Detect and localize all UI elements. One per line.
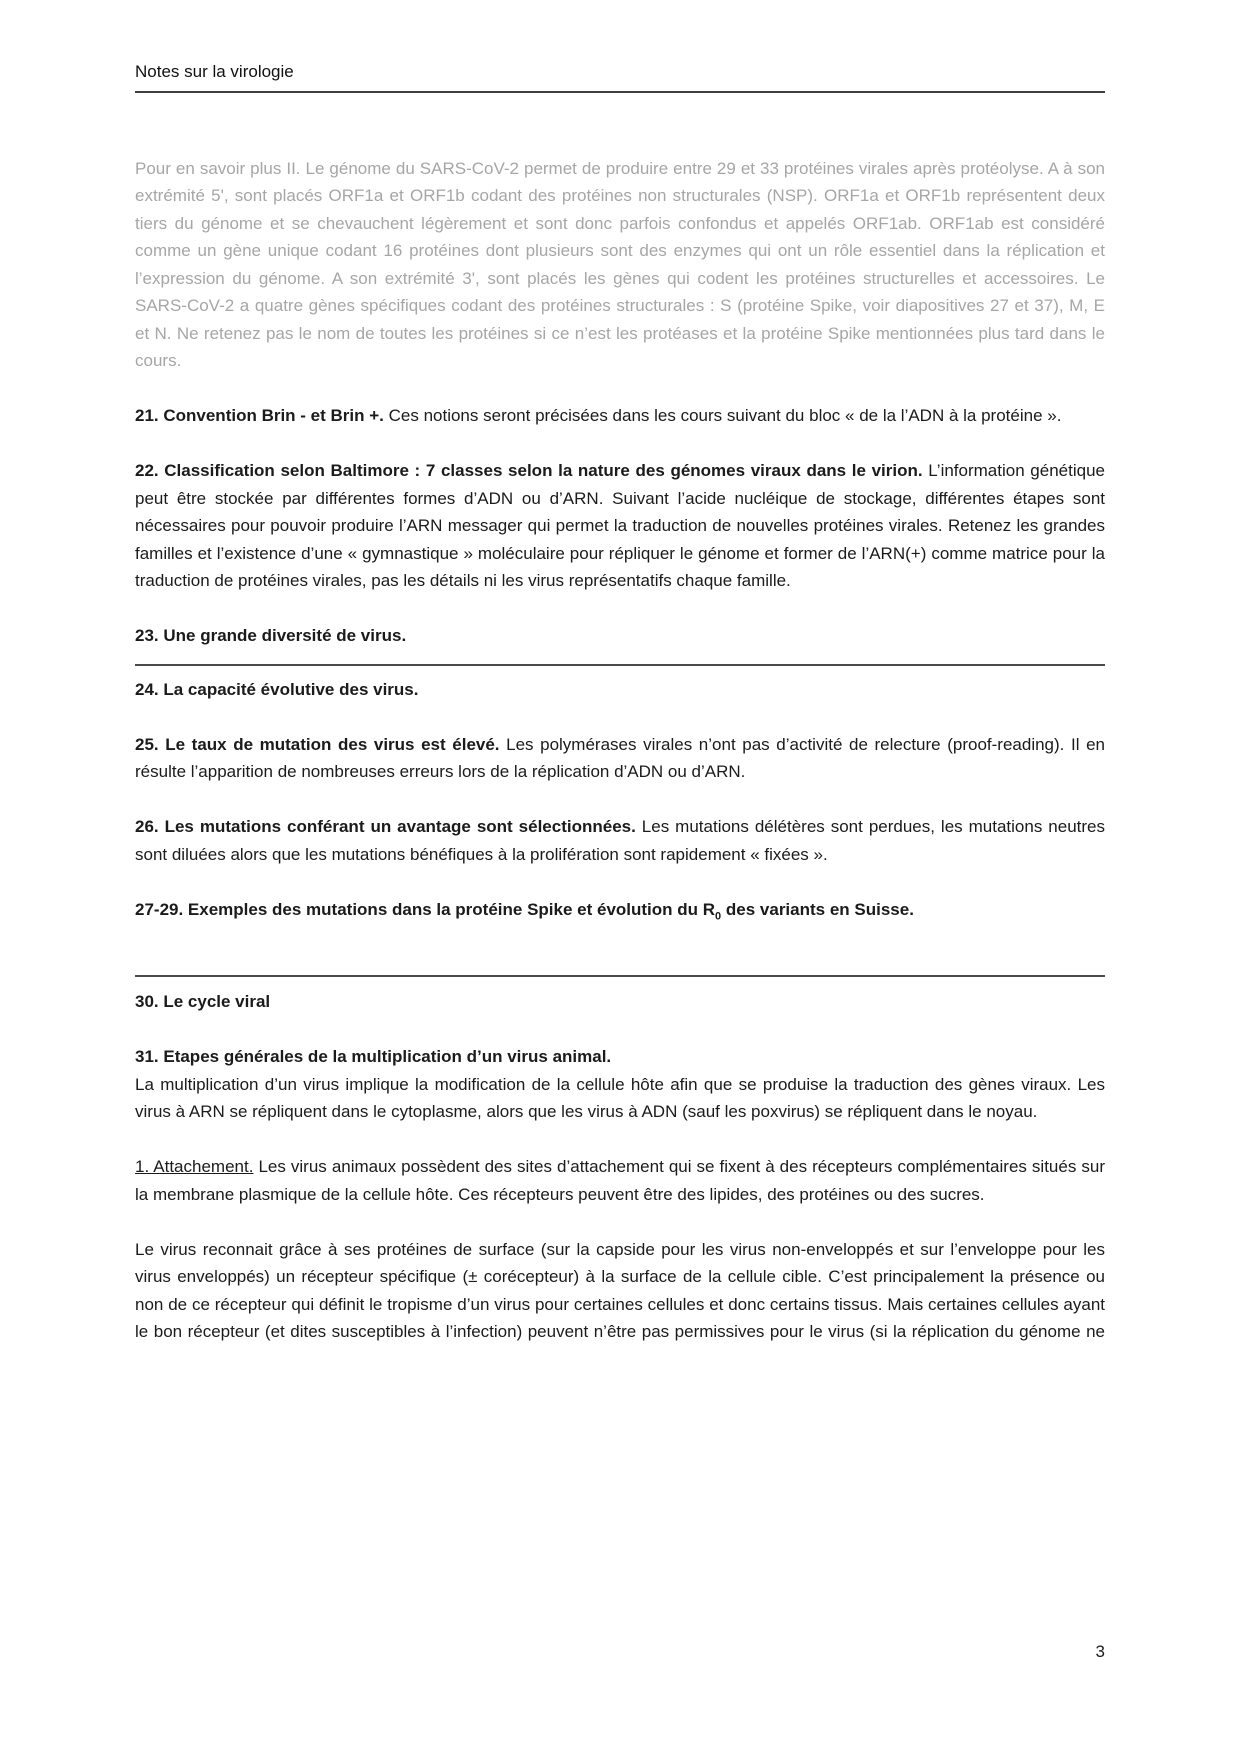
section-27-29-paragraph [135,896,1105,924]
section-30-heading: 30. Le cycle viral [135,992,271,1011]
page-header [135,58,1105,93]
section-22-paragraph [135,457,1105,595]
r0-subscript: 0 [715,909,722,922]
header-title: Notes sur la virologie [135,62,294,81]
intro-note-text: Pour en savoir plus II. Le génome du SARS-CoV-2 permet de produire entre 29 et 33 protéines virales après protéolyse. A à son extrémité 5', sont placés ORF1a et ORF1b codant des protéines non structurales (NSP). ORF1a et ORF1b représentent deux tiers du génome et se chevauchent légèrement et sont donc parfois confondus et appelés ORF1ab. ORF1ab est considéré comme un gène unique codant 16 protéines dont plusieurs sont des enzymes qui ont un rôle essentiel dans la réplication et l’expression du génome. A son extrémité 3', sont placés les gènes qui codent les protéines structurelles et accessoires. Le SARS-CoV-2 a quatre gènes spécifiques codant des protéines structurales : S (protéine Spike, voir diapositives 27 et 37), M, E et N. Ne retenez pas le nom de toutes les protéines si ce n’est les protéases et la protéine Spike mentionnées plus tard dans le cours. [135,158,1105,370]
section-31-heading: 31. Etapes générales de la multiplication d’un virus animal. [135,1047,612,1066]
section-24-heading: 24. La capacité évolutive des virus. [135,679,419,699]
section-30-paragraph [135,988,1105,1016]
section-26-text: Les mutations délétères sont perdues, les mutations neutres sont diluées alors que les mutations bénéfiques à la prolifération sont rapidement « fixées ». [135,817,1105,864]
document-body [135,155,1105,1346]
section-26-heading: 26. Les mutations conférant un avantage sont sélectionnées. [135,817,636,836]
section-31-paragraph [135,1043,1105,1126]
section-27-29-heading: 27-29. Exemples des mutations dans la protéine Spike et évolution du $R_0$ des variants en Suisse. [135,899,914,922]
section-26-paragraph [135,813,1105,868]
section-23-heading: 23. Une grande diversité de virus. [135,626,407,645]
section-31-text: La multiplication d’un virus implique la modification de la cellule hôte afin que se produise la traduction des gènes viraux. Les virus à ARN se répliquent dans le cytoplasme, alors que les virus à ADN (sauf les poxvirus) se répliquent dans le noyau. [135,1074,1105,1121]
section-22-heading: 22. Classification selon Baltimore : 7 classes selon la nature des génomes viraux dans le virion. [135,461,923,480]
receptor-recognition-paragraph [135,1236,1105,1346]
section-divider-line [135,975,1105,977]
page-number: 3 [1095,1642,1105,1661]
receptor-recognition-text: Le virus reconnait grâce à ses protéines de surface (sur la capside pour les virus non-enveloppés et sur l’enveloppe pour les virus enveloppés) un récepteur spécifique (± corécepteur) à la surface de la cellule cible. C’est principalement la présence ou non de ce récepteur qui définit le tropisme d’un virus pour certaines cellules et donc certains tissus. Mais certaines cellules ayant le bon récepteur (et dites susceptibles à l’infection) peuvent n’être pas permissives pour le virus (si la réplication du génome ne [135,1239,1105,1341]
attachment-text: Les virus animaux possèdent des sites d’attachement qui se fixent à des récepteurs complémentaires situés sur la membrane plasmique de la cellule hôte. Ces récepteurs peuvent être des lipides, des protéines ou des sucres. [135,1157,1105,1204]
section-22-text: L’information génétique peut être stockée par différentes formes d’ADN ou d’ARN. Suivant l’acide nucléique de stockage, différentes étapes sont nécessaires pour pouvoir produire l’ARN messager qui permet la traduction de nouvelles protéines virales. Retenez les grandes familles et l’existence d’une « gymnastique » moléculaire pour répliquer le génome et former de l’ARN(+) comme matrice pour la traduction de protéines virales, pas les détails ni les virus représentatifs chaque famille. [135,461,1105,590]
section-25-text: Les polymérases virales n’ont pas d’activité de relecture (proof-reading). Il en résulte l’apparition de nombreuses erreurs lors de la réplication d’ADN ou d’ARN. [135,734,1105,781]
section-21-paragraph [135,402,1105,430]
intro-note-paragraph [135,155,1105,375]
attachment-paragraph [135,1153,1105,1208]
section-24-paragraph [135,676,1105,704]
section-divider-line [135,664,1105,666]
section-21-heading: 21. Convention Brin - et Brin +. [135,406,384,425]
section-25-paragraph [135,731,1105,786]
section-21-text: Ces notions seront précisées dans les cours suivant du bloc « de la l’ADN à la protéine ». [383,406,1062,425]
section-23-paragraph [135,622,1105,650]
section-25-heading: 25. Le taux de mutation des virus est élevé. [135,734,500,754]
attachment-heading: 1. Attachement. [135,1157,254,1176]
